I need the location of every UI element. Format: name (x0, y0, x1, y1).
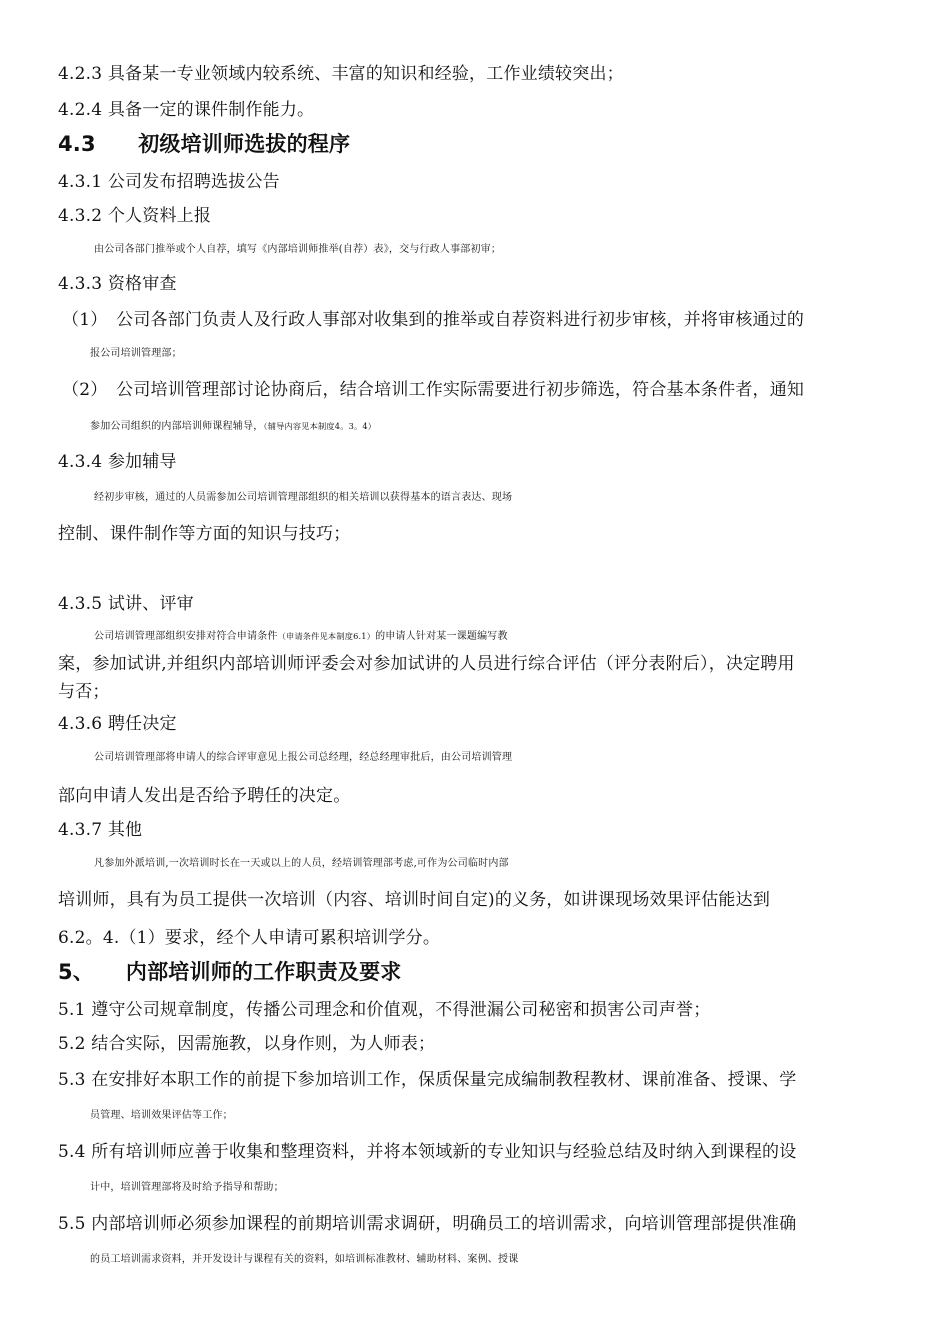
item-2-line-1: （2） 公司培训管理部讨论协商后，结合培训工作实际需要进行初步筛选，符合基本条件者，通知 (62, 380, 805, 400)
paragraph-4-3-4-line-2: 控制、课件制作等方面的知识与技巧； (58, 524, 351, 544)
clause-5-3-line-1: 5.3 在安排好本职工作的前提下参加培训工作，保质保量完成编制教程教材、课前准备、授课、学 (58, 1070, 797, 1090)
paragraph-4-3-6-line-2: 部向申请人发出是否给予聘任的决定。 (58, 786, 351, 806)
clause-5-2: 5.2 结合实际，因需施教，以身作则，为人师表； (58, 1034, 436, 1054)
paragraph-4-3-7-line-2: 培训师，具有为员工提供一次培训（内容、培训时间自定)的义务，如讲课现场效果评估能达到 (58, 890, 771, 910)
paragraph-4-3-7-line-3: 6.2。4.（1）要求，经个人申请可累积培训学分。 (58, 928, 441, 948)
paragraph-4-3-7-line-1: 凡参加外派培训,一次培训时长在一天或以上的人员，经培训管理部考虑,可作为公司临时内部 (94, 858, 509, 869)
clause-4-3-2: 4.3.2 个人资料上报 (58, 206, 212, 226)
clause-5-1: 5.1 遵守公司规章制度，传播公司理念和价值观，不得泄漏公司秘密和损害公司声誉； (58, 1000, 711, 1020)
paragraph-4-3-5-text: 公司培训管理部组织安排对符合申请条件 (94, 631, 278, 642)
paragraph-4-3-2: 由公司各部门推举或个人自荐，填写《内部培训师推举(自荐）表》，交与行政人事部初审； (94, 244, 502, 255)
clause-5-3-line-2: 员管理、培训效果评估等工作； (90, 1110, 233, 1121)
clause-4-3-6: 4.3.6 聘任决定 (58, 714, 177, 734)
clause-4-3-1: 4.3.1 公司发布招聘选拔公告 (58, 172, 280, 192)
paragraph-4-3-6-line-1: 公司培训管理部将申请人的综合评审意见上报公司总经理，经总经理审批后，由公司培训管理 (94, 752, 513, 763)
paragraph-4-3-4-line-1: 经初步审核，通过的人员需参加公司培训管理部组织的相关培训以获得基本的语言表达、现场 (94, 492, 513, 503)
clause-5-4-line-1: 5.4 所有培训师应善于收集和整理资料，并将本领域新的专业知识与经验总结及时纳入到课程的设 (58, 1142, 797, 1162)
paragraph-4-3-5-line-3: 与否； (58, 682, 110, 702)
item-1-line-2: 报公司培训管理部； (90, 348, 182, 359)
item-2-text: 参加公司组织的内部培训师课程辅导， (90, 421, 264, 432)
clause-5-5-line-2: 的员工培训需求资料，并开发设计与课程有关的资料，如培训标准教材、辅助材料、案例、授课 (90, 1254, 519, 1265)
clause-5-5-line-1: 5.5 内部培训师必须参加课程的前期培训需求调研，明确员工的培训需求，向培训管理部提供准确 (58, 1214, 797, 1234)
section-heading-4-3: 4.3 初级培训师选拔的程序 (58, 132, 351, 156)
item-2-note: （辅导内容见本制度4。3。4） (263, 421, 377, 431)
clause-4-2-4: 4.2.4 具备一定的课件制作能力。 (58, 100, 315, 120)
item-2-line-2 (90, 414, 930, 439)
paragraph-4-3-5-line-1 (94, 624, 934, 649)
clause-5-4-line-2: 计中，培训管理部将及时给予指导和帮助； (90, 1182, 284, 1193)
paragraph-4-3-5-text-cont: 的申请人针对某一课题编写教 (375, 631, 508, 642)
paragraph-4-3-5-line-2: 案，参加试讲,并组织内部培训师评委会对参加试讲的人员进行综合评估（评分表附后），决定聘用 (58, 654, 795, 674)
clause-4-3-4: 4.3.4 参加辅导 (58, 452, 177, 472)
paragraph-4-3-5-note: （申请条件见本制度6.1） (277, 631, 376, 641)
clause-4-3-7: 4.3.7 其他 (58, 820, 143, 840)
clause-4-3-3: 4.3.3 资格审查 (58, 274, 177, 294)
section-heading-5: 5、 内部培训师的工作职责及要求 (58, 960, 402, 984)
clause-4-3-5: 4.3.5 试讲、评审 (58, 594, 194, 614)
clause-4-2-3: 4.2.3 具备某一专业领域内较系统、丰富的知识和经验，工作业绩较突出； (58, 64, 624, 84)
item-1-line-1: （1） 公司各部门负责人及行政人事部对收集到的推举或自荐资料进行初步审核，并将审核通过的 (62, 310, 805, 330)
